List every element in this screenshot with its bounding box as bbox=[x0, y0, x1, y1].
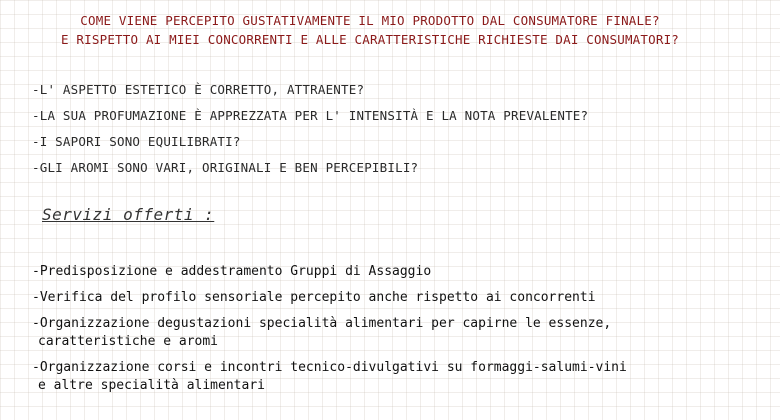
service-item bbox=[32, 289, 627, 307]
service-line-continued: e altre specialità alimentari bbox=[38, 378, 265, 393]
service-line: -Predisposizione e addestramento Gruppi di Assaggio bbox=[32, 264, 432, 279]
service-line: -Organizzazione corsi e incontri tecnico-divulgativi su formaggi-salumi-vini bbox=[32, 360, 627, 375]
heading-line-2: E RISPETTO AI MIEI CONCORRENTI E ALLE CARATTERISTICHE RICHIESTE DAI CONSUMATORI? bbox=[60, 32, 680, 47]
service-line-continued: caratteristiche e aromi bbox=[38, 334, 219, 349]
question-item: -GLI AROMI SONO VARI, ORIGINALI E BEN PERCEPIBILI? bbox=[32, 160, 419, 175]
services-title: Servizi offerti : bbox=[42, 205, 215, 224]
service-line: -Organizzazione degustazioni specialità alimentari per capirne le essenze, bbox=[32, 316, 612, 331]
question-item: -I SAPORI SONO EQUILIBRATI? bbox=[32, 134, 241, 149]
service-line: -Verifica del profilo sensoriale percepito anche rispetto ai concorrenti bbox=[32, 290, 596, 305]
question-list bbox=[32, 77, 588, 181]
service-item bbox=[32, 359, 627, 395]
question-item: -LA SUA PROFUMAZIONE È APPREZZATA PER L' INTENSITÀ E LA NOTA PREVALENTE? bbox=[32, 108, 589, 123]
service-item bbox=[32, 263, 627, 281]
services-list bbox=[32, 263, 627, 403]
heading-line-1: COME VIENE PERCEPITO GUSTATIVAMENTE IL MIO PRODOTTO DAL CONSUMATORE FINALE? bbox=[80, 13, 660, 28]
page-heading bbox=[0, 11, 740, 49]
service-item bbox=[32, 315, 627, 351]
question-item: -L' ASPETTO ESTETICO È CORRETTO, ATTRAENTE? bbox=[32, 82, 365, 97]
